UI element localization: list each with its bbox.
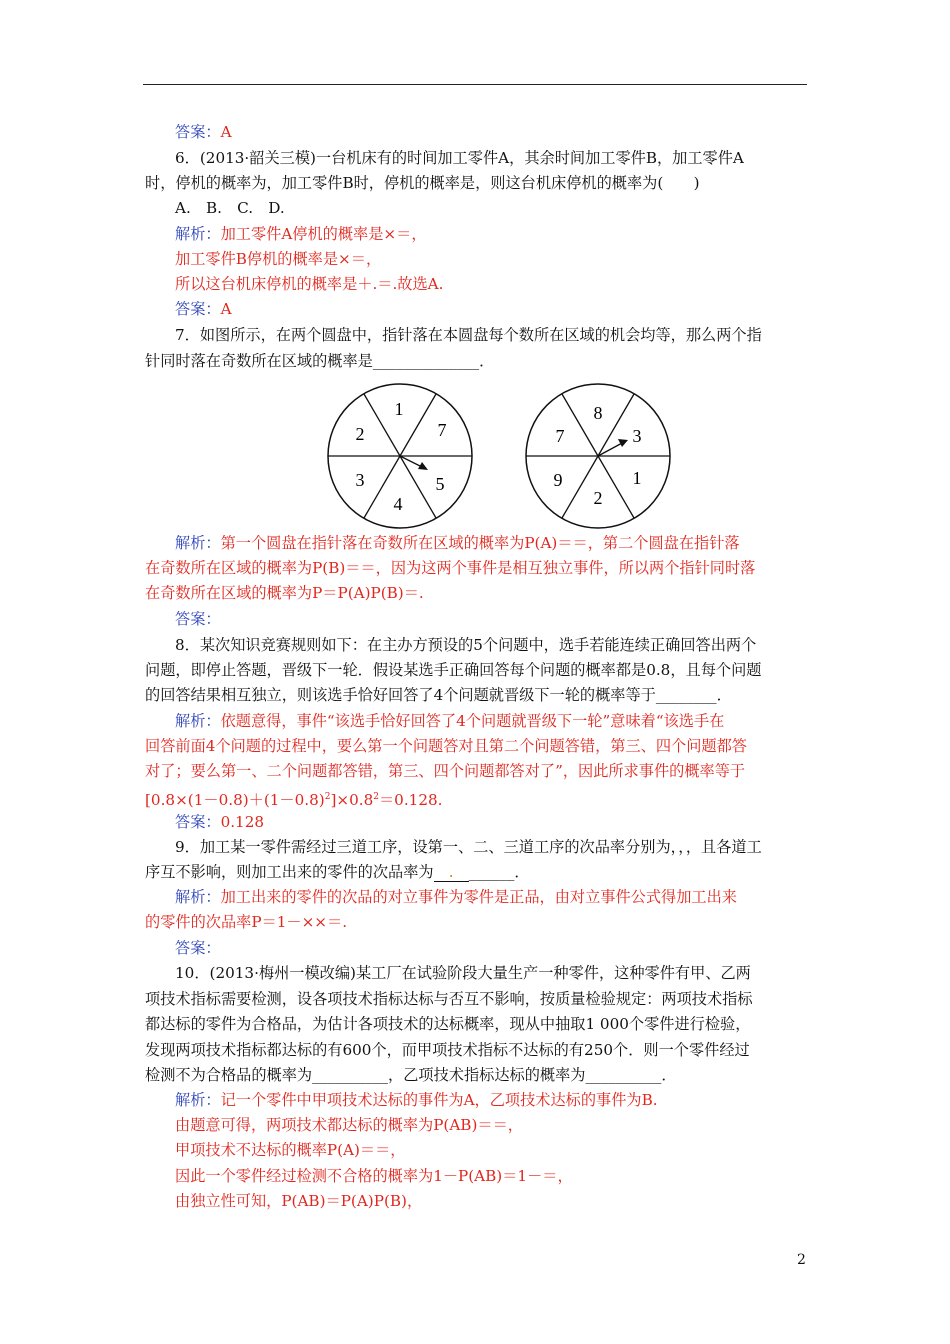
solution-label: 解析：	[175, 712, 221, 730]
question-8-line-3: 的回答结果相互独立，则该选手恰好回答了4个问题就晋级下一轮的概率等于________．	[145, 686, 732, 704]
solution-6-line-1	[175, 224, 427, 244]
solution-label: 解析：	[175, 534, 221, 552]
answer-8-line	[175, 812, 264, 832]
solution-8-line-3: 对了；要么第一、二个问题都答错，第三、四个问题都答对了”，因此所求事件的概率等于	[145, 762, 746, 780]
disk-1-number: 7	[437, 420, 447, 440]
disk-2-number: 1	[632, 468, 642, 488]
disk-2	[526, 384, 670, 528]
disk-2-number: 2	[593, 488, 603, 508]
question-9-line-2: 序互不影响，则加工出来的零件的次品率为 . ______．	[145, 863, 530, 881]
question-8-line-2: 问题，即停止答题，晋级下一轮．假设某选手正确回答每个问题的概率都是0.8，且每个问题	[145, 661, 762, 679]
solution-8-line-2: 回答前面4个问题的过程中，要么第一个问题答对且第二个问题答错，第三、四个问题都答	[145, 737, 747, 755]
solution-6-line-3: 所以这台机床停机的概率是＋.＝.故选A.	[175, 275, 444, 293]
solution-text: 加工零件A停机的概率是×＝，	[220, 225, 427, 243]
solution-6-line-2: 加工零件B停机的概率是×＝，	[175, 250, 382, 268]
answer-label: 答案：	[175, 300, 221, 318]
solution-10-line-2: 由题意可得，两项技术都达标的概率为P(AB)＝＝，	[175, 1116, 523, 1134]
solution-8-line-1	[175, 711, 724, 731]
spinner-disks-figure	[320, 376, 680, 536]
solution-7-line-1	[175, 533, 740, 553]
solution-9-line-1	[175, 887, 737, 907]
question-7-line-2: 针同时落在奇数所在区域的概率是______________．	[145, 352, 495, 370]
disk-1-number: 5	[435, 474, 445, 494]
question-7-line-1: 7．如图所示，在两个圆盘中，指针落在本圆盘每个数所在区域的机会均等，那么两个指	[175, 326, 762, 344]
answer-blank: .	[433, 863, 469, 881]
page-number: 2	[797, 1252, 806, 1268]
question-10-line-2: 项技术指标需要检测，设各项技术指标达标与否互不影响，按质量检验规定：两项技术指标	[145, 990, 753, 1008]
disk-1-number: 1	[394, 399, 404, 419]
solution-10-line-1	[175, 1090, 658, 1110]
question-10-line-3: 都达标的零件为合格品，为估计各项技术的达标概率，现从中抽取1 000个零件进行检验，	[145, 1015, 751, 1033]
answer-text: 0.128	[220, 813, 265, 831]
question-8-line-1: 8．某次知识竞赛规则如下：在主办方预设的5个问题中，选手若能连续正确回答出两个	[175, 636, 757, 654]
solution-7-line-3: 在奇数所在区域的概率为P＝P(A)P(B)＝.	[145, 584, 424, 602]
solution-label: 解析：	[175, 1091, 221, 1109]
solution-text: 记一个零件中甲项技术达标的事件为A，乙项技术达标的事件为B.	[220, 1091, 658, 1109]
disk-1-number: 2	[355, 424, 365, 444]
solution-text: 第一个圆盘在指针落在奇数所在区域的概率为P(A)＝＝，第二个圆盘在指针落	[220, 534, 740, 552]
solution-8-line-4: $[0.8\times(1-0.8)+(1-0.8)^2]\times 0.8^2=0.128$.	[145, 791, 443, 810]
solution-10-line-3: 甲项技术不达标的概率P(A)＝＝，	[175, 1141, 406, 1159]
answer-text: A	[220, 123, 232, 141]
question-6-line-2: 时，停机的概率为，加工零件B时，停机的概率是，则这台机床停机的概率为( )	[145, 174, 700, 192]
disk-2-number: 3	[632, 426, 642, 446]
question-10-line-1: 10．(2013·梅州一模改编)某工厂在试验阶段大量生产一种零件，这种零件有甲、乙两	[175, 964, 751, 982]
answer-line	[175, 122, 232, 142]
solution-label: 解析：	[175, 225, 221, 243]
disk-2-number: 8	[593, 403, 603, 423]
solution-text: 依题意得，事件“该选手恰好回答了4个问题就晋级下一轮”意味着“该选手在	[220, 712, 725, 730]
answer-7-line: 答案：	[175, 610, 221, 628]
question-6-line-1: 6．(2013·韶关三模)一台机床有的时间加工零件A，其余时间加工零件B，加工零件A	[175, 149, 744, 167]
pointer-arrow-head	[618, 439, 628, 447]
solution-10-line-5: 由独立性可知，P(AB)＝P(A)P(B)，	[175, 1192, 423, 1210]
solution-label: 解析：	[175, 888, 221, 906]
solution-7-line-2: 在奇数所在区域的概率为P(B)＝＝，因为这两个事件是相互独立事件，所以两个指针同时落	[145, 559, 756, 577]
disk-1	[328, 384, 472, 528]
question-10-line-5: 检测不为合格品的概率为__________，乙项技术指标达标的概率为__________．	[145, 1066, 677, 1084]
question-9-line-1: 9．加工某一零件需经过三道工序，设第一、二、三道工序的次品率分别为，，，且各道工	[175, 838, 762, 856]
solution-text: 加工出来的零件的次品的对立事件为零件是正品，由对立事件公式得加工出来	[220, 888, 737, 906]
answer-text: A	[220, 300, 232, 318]
answer-label: 答案：	[175, 123, 221, 141]
header-rule	[143, 84, 807, 85]
disk-1-number: 3	[355, 470, 365, 490]
disk-2-number: 7	[555, 426, 565, 446]
answer-label: 答案：	[175, 813, 221, 831]
solution-10-line-4: 因此一个零件经过检测不合格的概率为1－P(AB)＝1－＝，	[175, 1167, 573, 1185]
question-10-line-4: 发现两项技术指标都达标的有600个，而甲项技术指标不达标的有250个．则一个零件经过	[145, 1041, 750, 1059]
disk-2-number: 9	[553, 470, 563, 490]
answer-9-line: 答案：	[175, 939, 221, 957]
disk-1-number: 4	[393, 494, 403, 514]
answer-6-line	[175, 299, 232, 319]
solution-9-line-2: 的零件的次品率P＝1－××＝.	[145, 913, 348, 931]
question-6-options: A. B. C. D.	[175, 199, 285, 217]
